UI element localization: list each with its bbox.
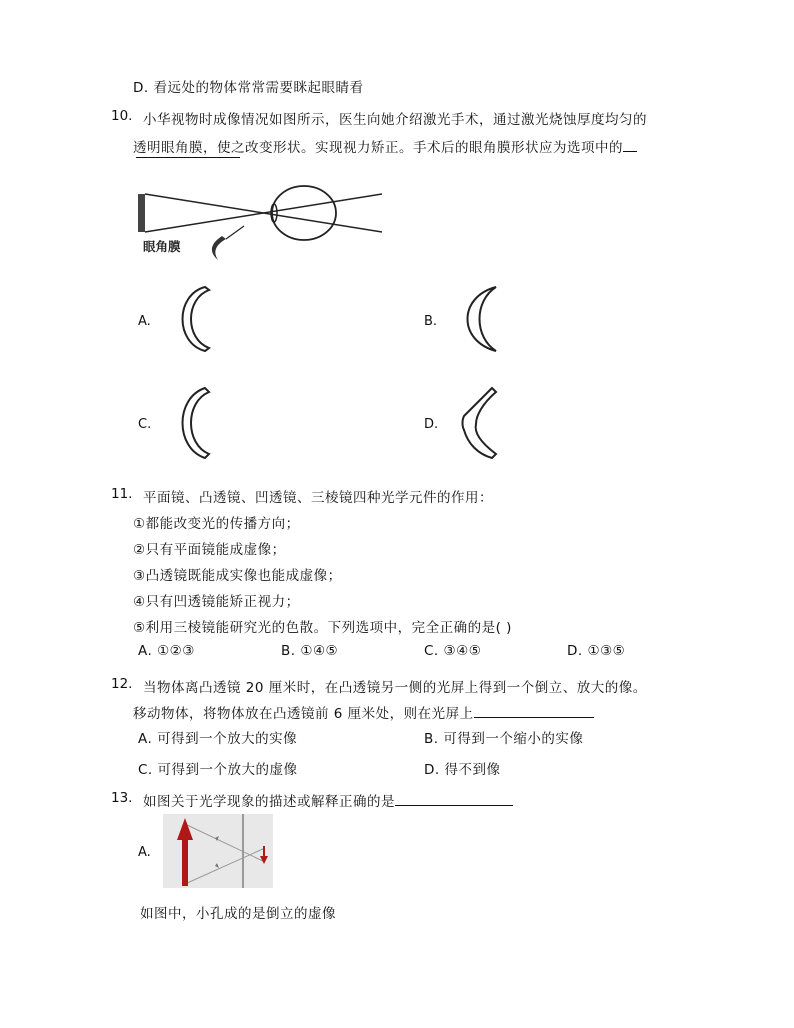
- cornea-shape-a-icon: [183, 287, 210, 351]
- q11-item-5: ⑤利用三棱镜能研究光的色散。下列选项中，完全正确的是( ): [133, 620, 512, 636]
- q10-option-c-figure[interactable]: [165, 386, 215, 462]
- cornea-shape-c-icon: [183, 388, 210, 458]
- eyeball-outline: [272, 186, 336, 240]
- q11-item-3: ③凸透镜既能成实像也能成虚像；: [133, 568, 342, 584]
- q11-item-4: ④只有凹透镜能矫正视力；: [133, 594, 300, 610]
- q12-number: 12.: [111, 676, 133, 692]
- q11-item-2: ②只有平面镜能成虚像；: [133, 542, 286, 558]
- q11-stem: 平面镜、凸透镜、凹透镜、三棱镜四种光学元件的作用：: [143, 490, 493, 506]
- q11-item-1: ①都能改变光的传播方向；: [133, 516, 300, 532]
- figure-background: [163, 814, 273, 888]
- q10-answer-blank-start[interactable]: [623, 137, 637, 152]
- q10-option-a-label[interactable]: A.: [138, 314, 151, 329]
- q10-option-a-figure[interactable]: [165, 285, 215, 355]
- q11-option-c[interactable]: C. ③④⑤: [424, 643, 482, 659]
- q12-option-a[interactable]: A. 可得到一个放大的实像: [138, 731, 298, 747]
- q10-option-d-label[interactable]: D.: [424, 417, 439, 432]
- q11-option-b[interactable]: B. ①④⑤: [281, 643, 339, 659]
- q13-answer-blank[interactable]: [395, 791, 513, 806]
- figure-cornea-label: 眼角膜: [143, 239, 181, 254]
- q13-stem: [143, 790, 513, 810]
- pointer-line: [226, 226, 244, 239]
- q13-stem-text: 如图关于光学现象的描述或解释正确的是: [143, 794, 395, 810]
- cornea-crescent-icon: [212, 236, 226, 260]
- q10-option-b-figure[interactable]: [452, 285, 502, 355]
- pinhole-camera-figure[interactable]: [163, 814, 273, 888]
- q11-option-a[interactable]: A. ①②③: [138, 643, 195, 659]
- q12-stem-line2: [133, 702, 594, 722]
- q9-option-d: D. 看远处的物体常常需要眯起眼睛看: [133, 80, 364, 96]
- q10-stem-line1: 小华视物时成像情况如图所示，医生向她介绍激光手术，通过激光烧蚀厚度均匀的: [143, 112, 647, 128]
- cornea-shape-b-icon: [468, 287, 497, 351]
- q12-option-c[interactable]: C. 可得到一个放大的虚像: [138, 762, 298, 778]
- q10-stem-line2-text: 透明眼角膜，使之改变形状。实现视力矫正。手术后的眼角膜形状应为选项中的: [133, 140, 623, 156]
- q10-stem-line2: [133, 136, 637, 156]
- cornea-shape-d-icon: [463, 388, 497, 458]
- q13-option-a-label[interactable]: A.: [138, 845, 151, 860]
- q12-stem-line2-text: 移动物体，将物体放在凸透镜前 6 厘米处，则在光屏上: [133, 706, 474, 722]
- q11-number: 11.: [111, 486, 133, 502]
- q12-option-d[interactable]: D. 得不到像: [424, 762, 501, 778]
- q10-answer-blank[interactable]: [136, 157, 240, 158]
- q11-option-d[interactable]: D. ①③⑤: [567, 643, 626, 659]
- q12-option-b[interactable]: B. 可得到一个缩小的实像: [424, 731, 584, 747]
- q13-number: 13.: [111, 790, 133, 806]
- q10-option-d-figure[interactable]: [452, 386, 502, 462]
- q10-number: 10.: [111, 108, 133, 124]
- object-bar: [138, 194, 145, 232]
- q12-answer-blank[interactable]: [474, 703, 594, 718]
- q13-option-a-caption: 如图中，小孔成的是倒立的虚像: [140, 906, 336, 922]
- q12-stem-line1: 当物体离凸透镜 20 厘米时，在凸透镜另一侧的光屏上得到一个倒立、放大的像。: [143, 680, 647, 696]
- q10-option-c-label[interactable]: C.: [138, 417, 152, 432]
- q10-option-b-label[interactable]: B.: [424, 314, 438, 329]
